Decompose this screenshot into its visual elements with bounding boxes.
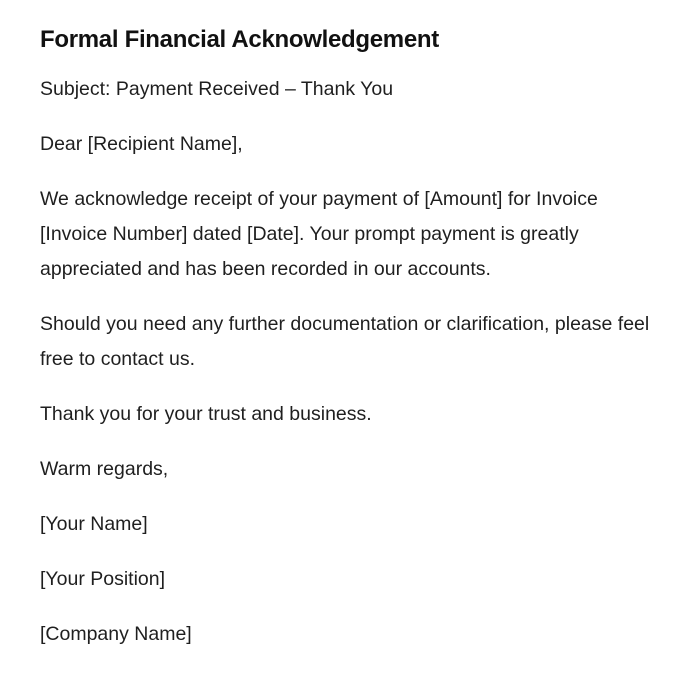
document-title: Formal Financial Acknowledgement: [40, 26, 439, 53]
letter-document: [40, 22, 650, 672]
closing: Warm regards,: [40, 458, 169, 480]
body-paragraph-payment: We acknowledge receipt of your payment of [Amount] for Invoice [Invoice Number] dated [Date]. Your prompt payment is greatly appreciated and has been recorded in our accounts.: [40, 188, 598, 280]
body-paragraph-contact: Should you need any further documentation or clarification, please feel free to contact us.: [40, 313, 650, 370]
salutation: Dear [Recipient Name],: [40, 133, 243, 155]
signature-company: [Company Name]: [40, 623, 192, 645]
signature-name: [Your Name]: [40, 513, 148, 535]
body-paragraph-thanks: Thank you for your trust and business.: [40, 403, 372, 425]
signature-position: [Your Position]: [40, 568, 166, 590]
subject-line: Subject: Payment Received – Thank You: [40, 78, 394, 100]
